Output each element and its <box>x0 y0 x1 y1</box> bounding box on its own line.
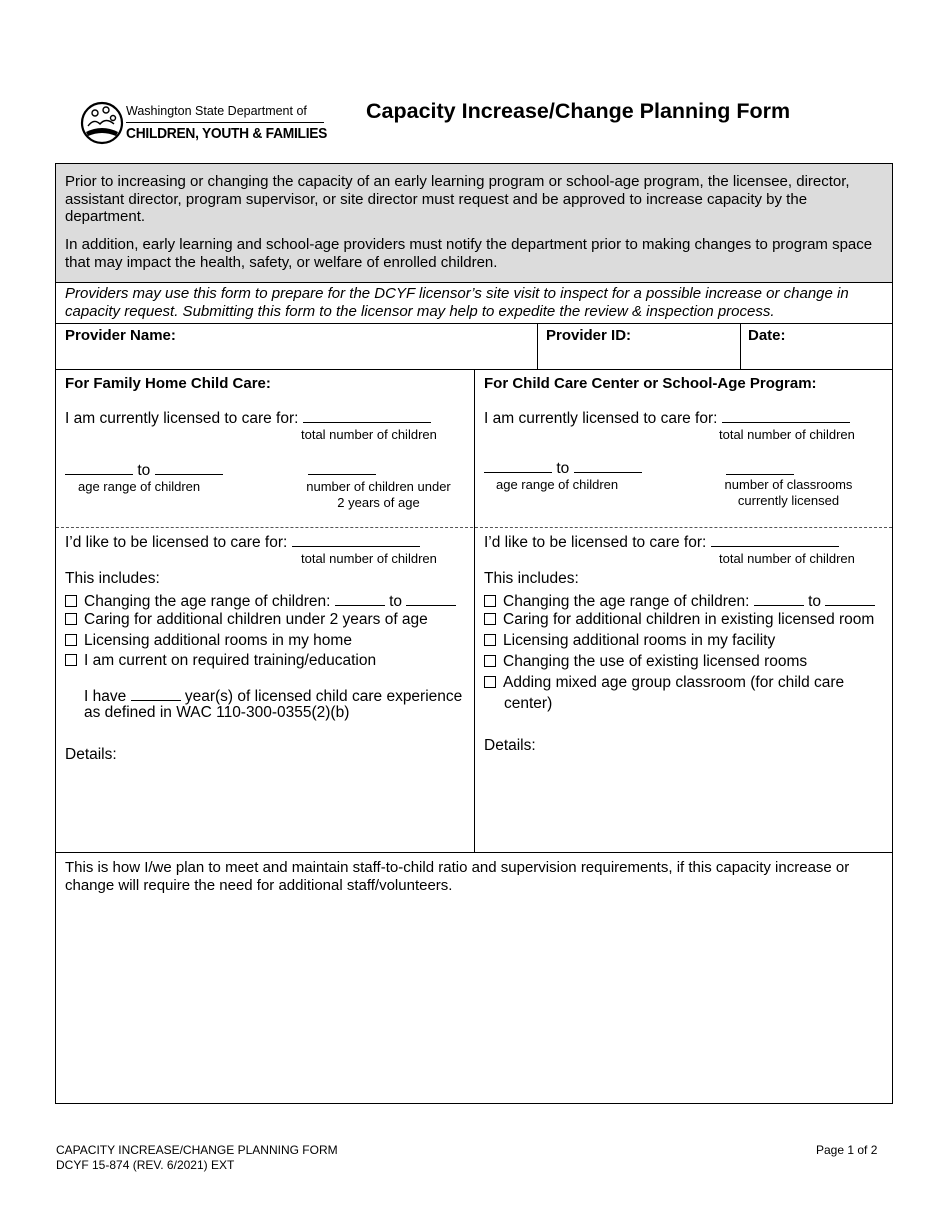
logo-department-name: Washington State Department of <box>126 104 307 118</box>
family-heading: For Family Home Child Care: <box>65 375 271 392</box>
center-class-caption-2: currently licensed <box>737 493 840 508</box>
center-like-label: I’d like to be licensed to care for: <box>484 532 839 552</box>
family-age-range: to <box>65 460 223 480</box>
center-total-caption: total number of children <box>719 427 855 442</box>
center-like-caption: total number of children <box>719 551 855 566</box>
center-age-range: to <box>484 458 642 478</box>
instruction-text: Providers may use this form to prepare for the DCYF licensor’s site visit to inspect for a possible increase or change in capacity request. Submitting this form to the licensor may help to expedite the review & inspection process. <box>65 285 849 320</box>
family-includes-label: This includes: <box>65 570 160 587</box>
dcyf-logo <box>80 100 330 148</box>
family-age-to-field[interactable] <box>155 460 223 475</box>
checkbox-icon[interactable] <box>484 676 496 688</box>
footer-form-number: DCYF 15-874 (REV. 6/2021) EXT <box>56 1158 235 1172</box>
family-experience-field[interactable] <box>131 686 181 701</box>
form-frame <box>55 163 893 1104</box>
checkbox-icon[interactable] <box>65 613 77 625</box>
staff-ratio-text: This is how I/we plan to meet and maintain staff-to-child ratio and supervision requirements, if this capacity increase or change will require the need for additional staff/volunteers. <box>65 859 850 894</box>
family-total-caption: total number of children <box>301 427 437 442</box>
center-age-from-field[interactable] <box>484 458 552 473</box>
center-age-caption: age range of children <box>496 477 619 492</box>
intro-paragraph-1: Prior to increasing or changing the capacity of an early learning program or school-age program, the licensee, director, assistant director, program supervisor, or site director must request and be approved to increase capacity by the department. <box>65 173 850 225</box>
family-current-label: I am currently licensed to care for: <box>65 408 431 428</box>
provider-name-label: Provider Name: <box>65 327 176 344</box>
center-age-to-field[interactable] <box>574 458 642 473</box>
provider-id-label: Provider ID: <box>546 327 632 344</box>
family-option-training[interactable]: I am current on required training/education <box>65 652 376 670</box>
checkbox-icon[interactable] <box>65 634 77 646</box>
family-details-label: Details: <box>65 746 117 763</box>
family-current-total-field[interactable] <box>303 408 431 423</box>
center-includes-label: This includes: <box>484 570 579 587</box>
checkbox-icon[interactable] <box>484 595 496 607</box>
family-like-label: I’d like to be licensed to care for: <box>65 532 420 552</box>
center-classrooms-field[interactable] <box>726 460 794 475</box>
checkbox-icon[interactable] <box>484 613 496 625</box>
family-like-total-field[interactable] <box>292 532 420 547</box>
center-like-total-field[interactable] <box>711 532 839 547</box>
footer-form-name: CAPACITY INCREASE/CHANGE PLANNING FORM <box>56 1143 338 1157</box>
intro-section <box>56 164 892 283</box>
center-current-total-field[interactable] <box>722 408 850 423</box>
family-under2-caption-1: number of children under <box>306 479 451 494</box>
checkbox-icon[interactable] <box>484 634 496 646</box>
center-option-rooms[interactable]: Licensing additional rooms in my facility <box>484 632 775 650</box>
center-option-use-rooms[interactable]: Changing the use of existing licensed rooms <box>484 653 807 671</box>
family-age-from-field[interactable] <box>65 460 133 475</box>
dcyf-logo-icon <box>80 100 124 146</box>
family-option-age-range[interactable]: Changing the age range of children: to <box>65 591 456 611</box>
family-under2-field[interactable] <box>308 460 376 475</box>
center-details-label: Details: <box>484 737 536 754</box>
logo-agency-name: CHILDREN, YOUTH & FAMILIES <box>126 125 328 142</box>
center-heading: For Child Care Center or School-Age Program: <box>484 375 817 392</box>
family-experience: I have year(s) of licensed child care experience <box>84 688 463 705</box>
checkbox-icon[interactable] <box>65 654 77 666</box>
center-option-additional-children[interactable]: Caring for additional children in existing licensed room <box>484 611 874 629</box>
checkbox-icon[interactable] <box>484 655 496 667</box>
family-like-caption: total number of children <box>301 551 437 566</box>
center-option-mixed-age[interactable]: Adding mixed age group classroom (for child care <box>484 674 844 692</box>
footer-page-number: Page 1 of 2 <box>816 1143 878 1157</box>
family-age-caption: age range of children <box>78 479 201 494</box>
family-experience-wac: as defined in WAC 110-300-0355(2)(b) <box>84 704 350 721</box>
family-option-under2[interactable]: Caring for additional children under 2 years of age <box>65 611 428 629</box>
intro-paragraph-2: In addition, early learning and school-age providers must notify the department prior to making changes to program space that may impact the health, safety, or welfare of enrolled children. <box>65 236 873 271</box>
family-option-rooms[interactable]: Licensing additional rooms in my home <box>65 632 352 650</box>
center-option-age-range[interactable]: Changing the age range of children: to <box>484 591 875 611</box>
family-under2-caption-2: 2 years of age <box>337 495 420 510</box>
date-label: Date: <box>748 327 786 344</box>
center-current-label: I am currently licensed to care for: <box>484 408 850 428</box>
page-title: Capacity Increase/Change Planning Form <box>366 99 791 123</box>
provider-info-row <box>56 324 892 370</box>
checkbox-icon[interactable] <box>65 595 77 607</box>
instruction-note <box>56 283 892 324</box>
center-class-caption-1: number of classrooms <box>724 477 853 492</box>
center-option-mixed-age-cont: center) <box>504 695 553 712</box>
